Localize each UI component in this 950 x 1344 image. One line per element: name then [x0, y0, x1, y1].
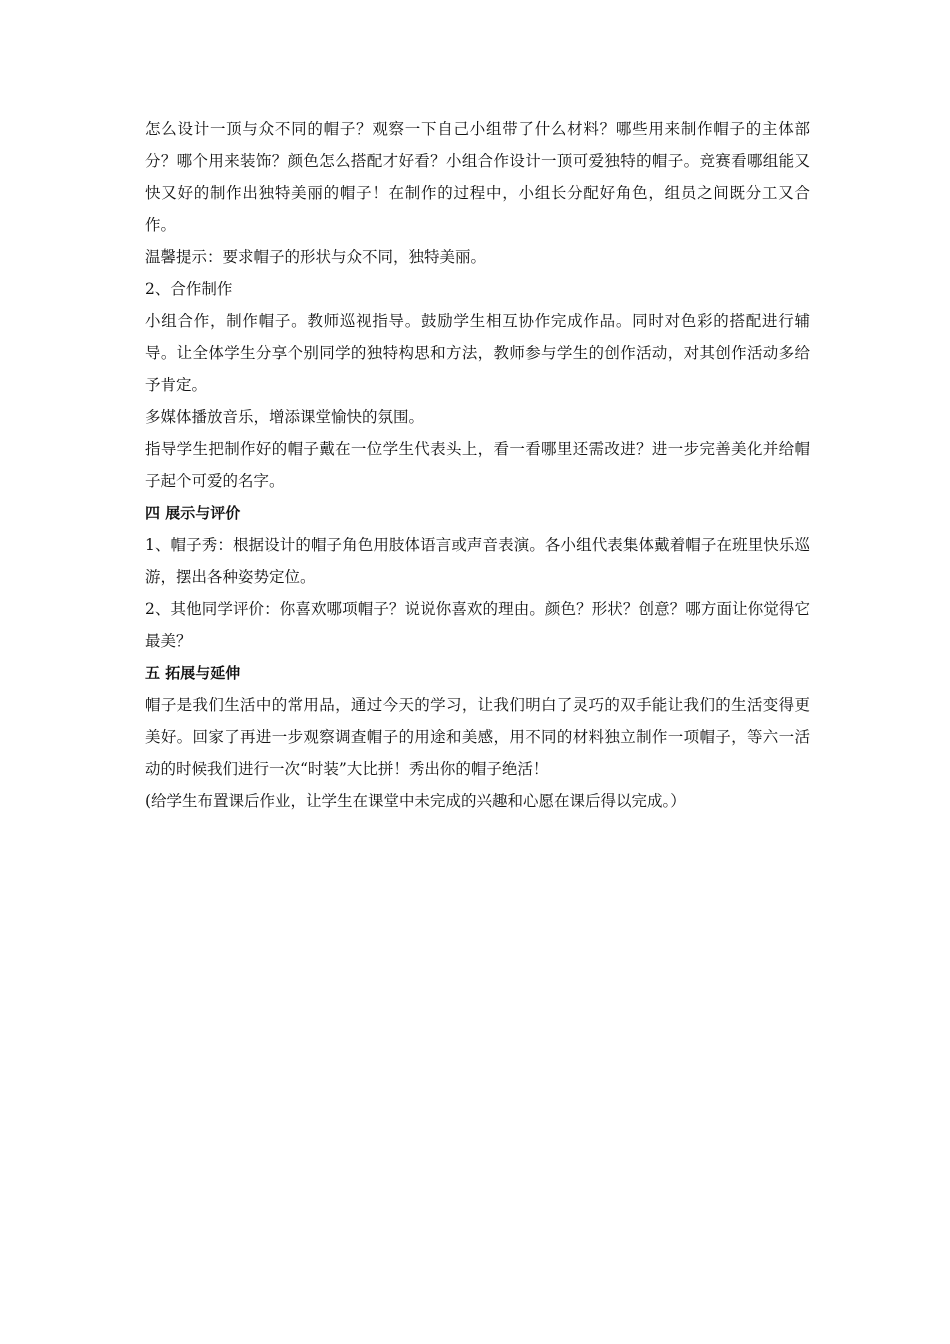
paragraph-peer-evaluation: 2、其他同学评价：你喜欢哪项帽子？说说你喜欢的理由。颜色？形状？创意？哪方面让你觉得它最美？ — [145, 600, 810, 650]
section-heading-extension: 五 拓展与延伸 — [145, 664, 241, 682]
paragraph-tip: 温馨提示：要求帽子的形状与众不同，独特美丽。 — [145, 248, 487, 266]
paragraph-hat-show: 1、帽子秀：根据设计的帽子角色用肢体语言或声音表演。各小组代表集体戴着帽子在班里快乐巡游，摆出各种姿势定位。 — [145, 536, 810, 586]
paragraph-design-instructions: 怎么设计一顶与众不同的帽子？观察一下自己小组带了什么材料？哪些用来制作帽子的主体部分？哪个用来装饰？颜色怎么搭配才好看？小组合作设计一顶可爱独特的帽子。竞赛看哪组能又快又好的制作出独特美丽的帽子！在制作的过程中，小组长分配好角色，组员之间既分工又合作。 — [145, 120, 810, 234]
paragraph-group-work: 小组合作，制作帽子。教师巡视指导。鼓励学生相互协作完成作品。同时对色彩的搭配进行辅导。让全体学生分享个别同学的独特构思和方法，教师参与学生的创作活动，对其创作活动多给予肯定。 — [145, 312, 810, 394]
subheading-cooperative-making: 2、合作制作 — [145, 280, 233, 298]
section-heading-display-evaluation: 四 展示与评价 — [145, 504, 241, 522]
document-body — [145, 113, 810, 817]
paragraph-homework-note: (给学生布置课后作业，让学生在课堂中未完成的兴趣和心愿在课后得以完成。） — [145, 792, 686, 810]
paragraph-naming: 指导学生把制作好的帽子戴在一位学生代表头上，看一看哪里还需改进？进一步完善美化并给帽子起个可爱的名字。 — [145, 440, 810, 490]
paragraph-extension: 帽子是我们生活中的常用品，通过今天的学习，让我们明白了灵巧的双手能让我们的生活变得更美好。回家了再进一步观察调查帽子的用途和美感，用不同的材料独立制作一项帽子，等六一活动的时候我们进行一次“时装”大比拼！秀出你的帽子绝活！ — [145, 696, 810, 778]
paragraph-music: 多媒体播放音乐，增添课堂愉快的氛围。 — [145, 408, 425, 426]
